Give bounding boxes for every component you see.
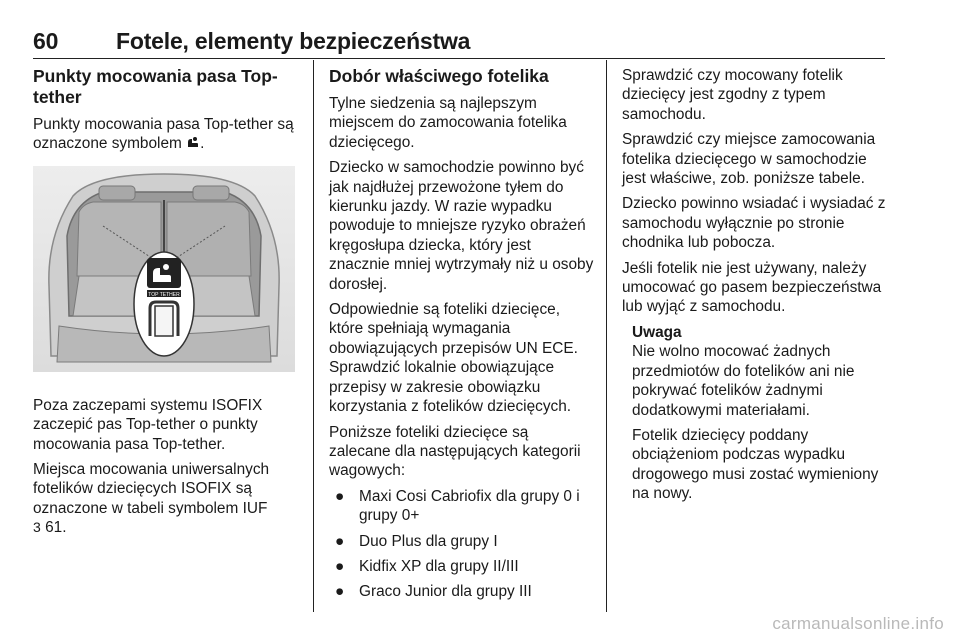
column-divider-2 [606,60,607,612]
heading-child-seat-choice: Dobór właściwego fotelika [329,66,549,86]
trunk-tether-photo [33,166,295,372]
paragraph: Nie wolno mocować żadnych przedmiotów do fotelików ani nie pokrywać fotelików żadnymi dodatkowymi materiałami. [632,343,855,419]
page-number: 60 [33,28,59,54]
top-tether-icon [186,136,200,149]
column-3 [622,66,890,510]
watermark: carmanualsonline.info [772,614,944,633]
paragraph: Jeśli fotelik nie jest używany, należy umocować go pasem bezpieczeństwa lub wyjąć z samochodu. [622,259,882,316]
heading-top-tether: Punkty mocowania pasa Top-tether [33,66,278,107]
column-1 [33,66,295,544]
paragraph: Poza zaczepami systemu ISOFIX zaczepić pas Top-tether o punkty mocowania pasa Top-tether. [33,396,263,453]
list-item: ● Kidfix XP dla grupy II/III [335,557,519,575]
paragraph: Punkty mocowania pasa Top-tether są oznaczone symbolem . [33,116,294,153]
column-divider-1 [313,60,314,612]
list-item: ● Maxi Cosi Cabriofix dla grupy 0 i grupy 0+ [335,487,580,525]
header-rule [33,58,885,59]
section-title: Fotele, elementy bezpieczeństwa [116,28,471,54]
paragraph: Dziecko powinno wsiadać i wysiadać z samochodu wyłącznie po stronie chodnika lub pobocza. [622,195,886,252]
note-box [632,323,890,504]
bullet: ● [335,532,345,550]
paragraph: Odpowiednie są foteliki dziecięce, które spełniają wymagania obowiązujących przepisów UN ECE. Sprawdzić lokalnie obowiązujące przepisy w zakresie obowiązku korzystania z fotelików dziecięcych. [329,301,578,416]
page-reference[interactable]: 61. [40,519,67,537]
note-title: Uwaga [632,323,682,341]
paragraph: Miejsca mocowania uniwersalnych fotelików dziecięcych ISOFIX są oznaczone w tabeli symbolem IUF 3 61. [33,461,270,537]
paragraph: Tylne siedzenia są najlepszym miejscem do zamocowania fotelika dziecięcego. [329,95,567,151]
list-item: ● Graco Junior dla grupy III [335,583,532,601]
bullet: ● [335,557,345,575]
bullet: ● [335,487,345,505]
page-reference-icon: 3 [33,519,41,536]
list-item: ● Duo Plus dla grupy I [335,532,498,550]
child-seat-list [329,487,594,602]
bullet: ● [335,583,345,601]
paragraph: Sprawdzić czy miejsce zamocowania fotelika dziecięcego w samochodzie jest właściwe, zob. poniższe tabele. [622,131,876,188]
svg-text:TOP TETHER: TOP TETHER [148,291,180,298]
column-2 [329,66,594,608]
paragraph: Dziecko w samochodzie powinno być jak najdłużej przewożone tyłem do kierunku jazdy. W razie wypadku powoduje to mniejsze ryzyko obrażeń kręgosłupa dziecka, który jest znacznie mniej wytrzymały niż u osoby dorosłej. [329,159,594,293]
paragraph: Fotelik dziecięcy poddany obciążeniom podczas wypadku drogowego musi zostać wymieniony na nowy. [632,426,879,503]
paragraph: Poniższe foteliki dziecięce są zalecane dla następujących kategorii wagowych: [329,423,581,480]
paragraph: Sprawdzić czy mocowany fotelik dziecięcy jest zgodny z typem samochodu. [622,67,843,123]
